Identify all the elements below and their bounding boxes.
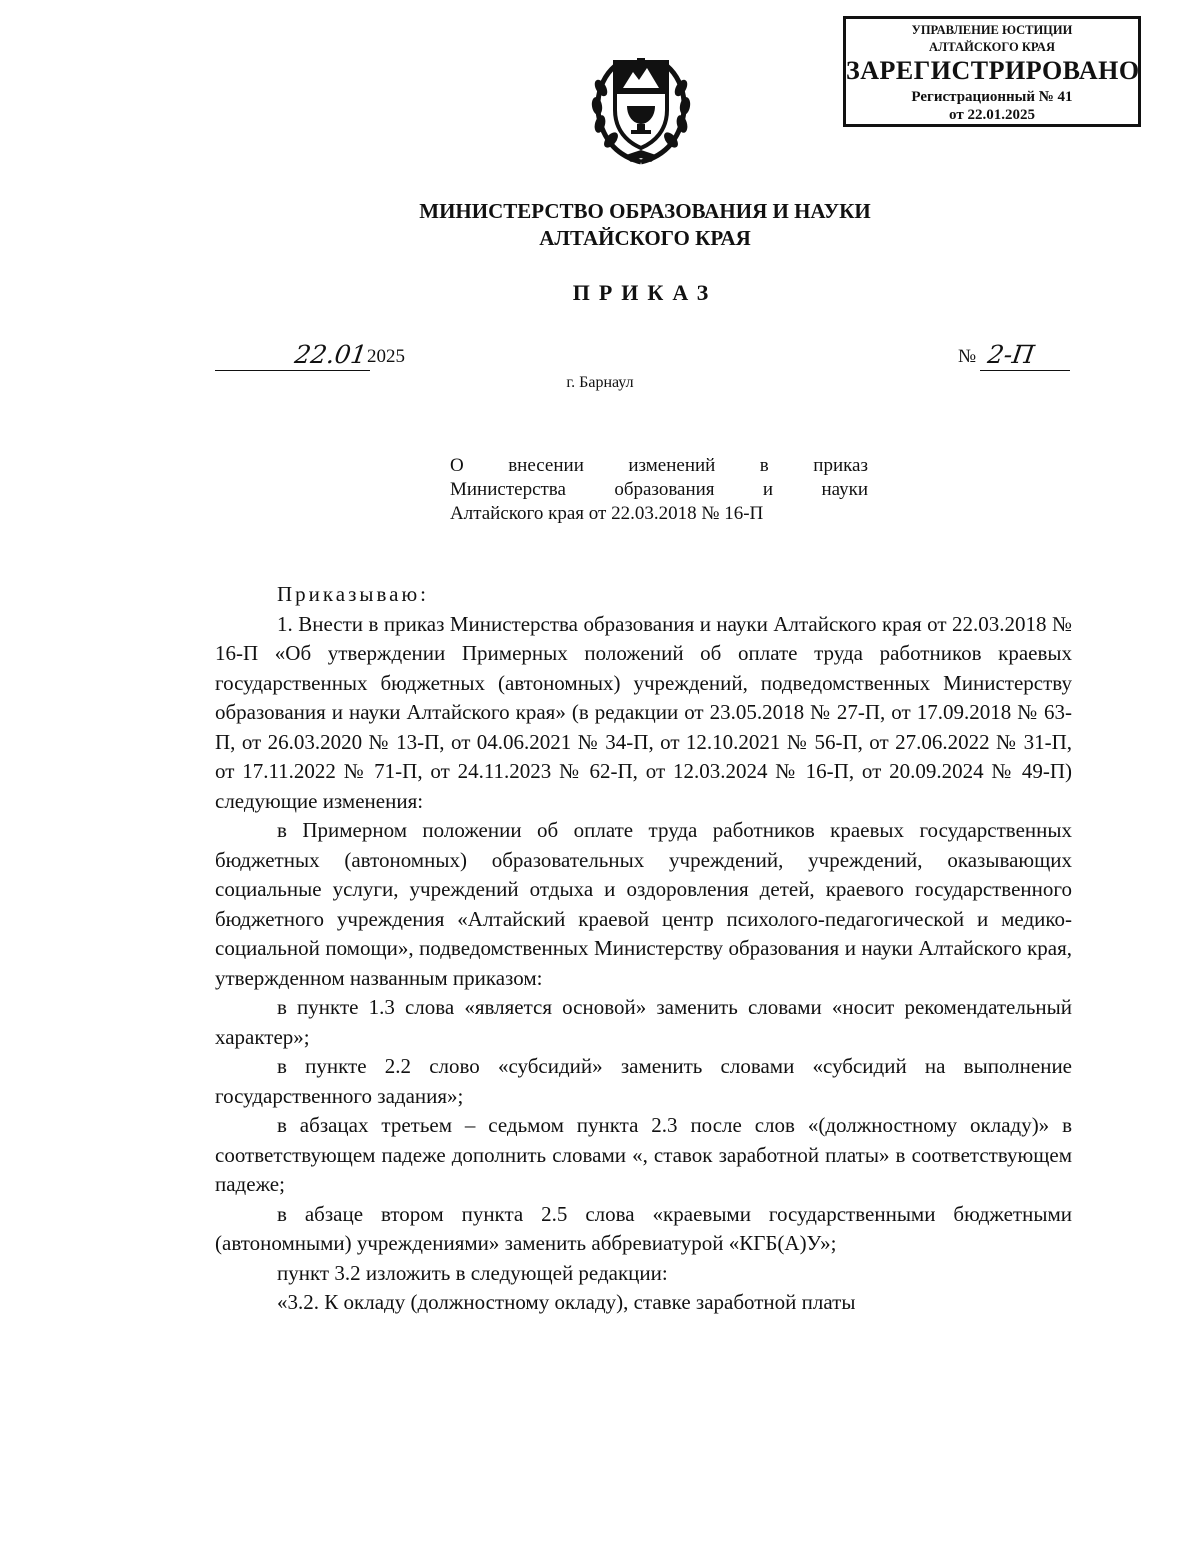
paragraph-order: Приказываю: [277,582,429,606]
stamp-reg-number: Регистрационный № 41 [911,89,1073,105]
date-handwritten: 22.01 [292,340,369,369]
paragraph-5: в абзацах третьем – седьмом пункта 2.3 после слов «(должностному окладу)» в соответствующем падеже дополнить словами «, ставок заработной платы» в соответствующем падеже; [215,1113,1072,1196]
paragraph-7: пункт 3.2 изложить в следующей редакции: [277,1260,668,1285]
stamp-reg-date: от 22.01.2025 [949,107,1035,123]
paragraph-3: в пункте 1.3 слова «является основой» заменить словами «носит рекомендательный характер»; [215,995,1072,1049]
stamp-org-line2: АЛТАЙСКОГО КРАЯ [929,40,1055,54]
number-sign: № [958,346,977,367]
ministry-line1: МИНИСТЕРСТВО ОБРАЗОВАНИЯ И НАУКИ [419,199,871,223]
date-year: 2025 [367,346,405,367]
ministry-line2: АЛТАЙСКОГО КРАЯ [539,226,751,250]
registration-stamp [843,16,1141,127]
stamp-org-line1: УПРАВЛЕНИЕ ЮСТИЦИИ [911,23,1073,37]
subject-line1: О внесении изменений в приказ [450,455,868,476]
doc-type: ПРИКАЗ [572,280,718,305]
order-number [958,340,1070,374]
city: г. Барнаул [566,374,634,391]
paragraph-2: в Примерном положении об оплате труда работников краевых государственных бюджетных (автономных) образовательных учреждений, учреждений, оказывающих социальные услуги, учреждений отдыха и оздоровления детей, краевого государственного бюджетного учреждения «Алтайский краевой центр психолого-педагогической и медико-социальной помощи», подведомственных Министерству образования и науки Алтайского края, утвержденном названным приказом: [215,818,1072,990]
number-underline [980,370,1070,371]
coat-of-arms-icon [585,48,697,166]
date-underline [215,370,370,371]
stamp-status: ЗАРЕГИСТРИРОВАНО [846,56,1140,85]
number-handwritten: 2-П [985,340,1037,369]
order-date [215,340,415,374]
paragraph-8: «3.2. К окладу (должностному окладу), ставке заработной платы [277,1290,856,1314]
subject-line2: Министерства образования и науки [450,479,868,500]
ministry-name [300,198,990,252]
order-subject [450,454,868,526]
subject-line3: Алтайского края от 22.03.2018 № 16-П [450,503,764,524]
order-body [215,580,1072,1318]
paragraph-1: 1. Внести в приказ Министерства образования и науки Алтайского края от 22.03.2018 № 16-П «Об утверждении Примерных положений об оплате труда работников краевых государственных бюджетных (автономных) учреждений, подведомственных Министерству образования и науки Алтайского края» (в редакции от 23.05.2018 № 27-П, от 17.09.2018 № 63-П, от 26.03.2020 № 13-П, от 04.06.2021 № 34-П, от 12.10.2021 № 56-П, от 27.06.2022 № 31-П, от 17.11.2022 № 71-П, от 24.11.2023 № 62-П, от 12.03.2024 № 16-П, от 20.09.2024 № 49-П) следующие изменения: [215,611,1072,813]
paragraph-4: в пункте 2.2 слово «субсидий» заменить словами «субсидий на выполнение государственного задания»; [215,1054,1072,1108]
paragraph-6: в абзаце втором пункта 2.5 слова «краевыми государственными бюджетными (автономными) учреждениями» заменить аббревиатурой «КГБ(А)У»; [215,1201,1072,1255]
